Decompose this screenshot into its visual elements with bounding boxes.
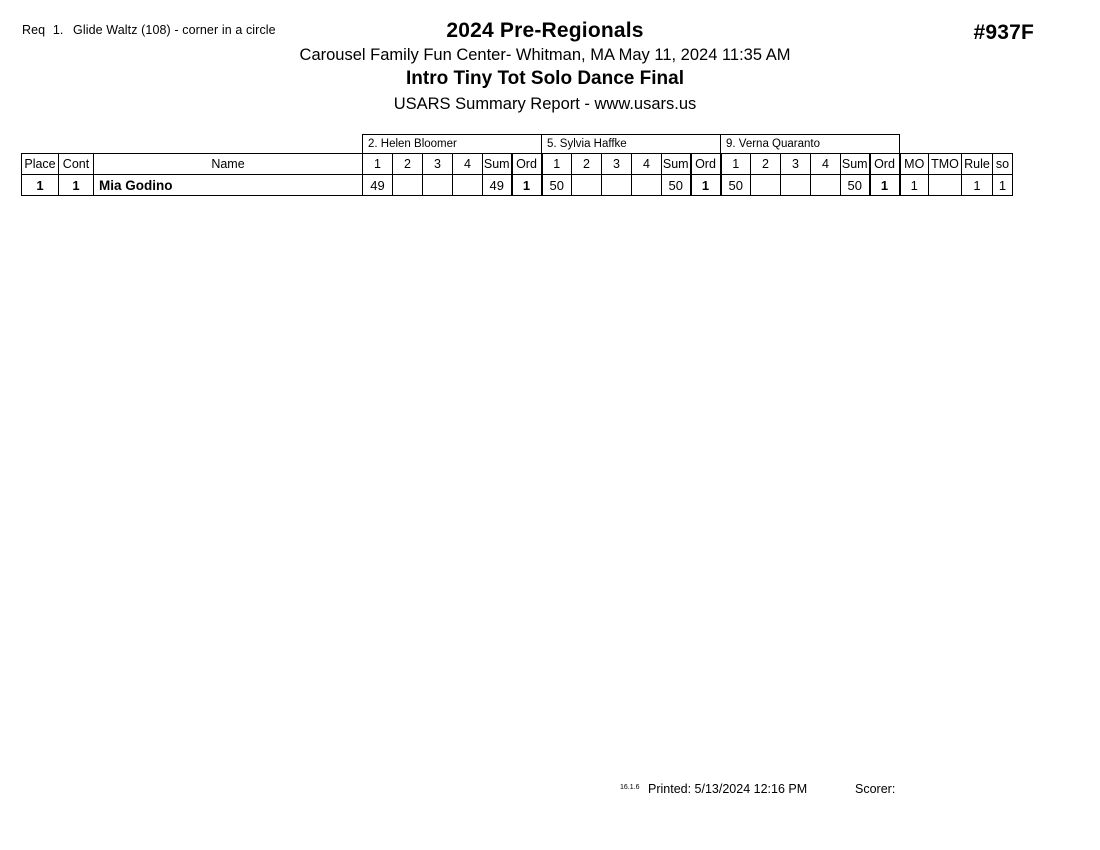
column-header-j2-s2: 2 (572, 154, 602, 175)
column-header-j1-s4: 4 (453, 154, 483, 175)
cell-j3-s3 (781, 175, 811, 196)
cell-j2-s2 (572, 175, 602, 196)
judge-spacer (993, 135, 1013, 154)
cell-j3-ord: 1 (870, 175, 900, 196)
printed-timestamp: Printed: 5/13/2024 12:16 PM (648, 782, 808, 796)
requirement-text: Glide Waltz (108) - corner in a circle (73, 23, 276, 37)
column-header-row (22, 154, 1013, 175)
requirement-label: Req (22, 23, 46, 37)
cell-j1-ord: 1 (512, 175, 542, 196)
judge-spacer (94, 135, 363, 154)
results-sheet (21, 134, 1013, 196)
cell-j3-s4 (811, 175, 841, 196)
column-header-j2-sum: Sum (662, 154, 691, 175)
column-header-cont: Cont (59, 154, 94, 175)
judge-spacer (22, 135, 59, 154)
cell-j2-s3 (602, 175, 632, 196)
column-header-j1-sum: Sum (483, 154, 512, 175)
cell-j2-sum: 50 (662, 175, 691, 196)
column-header-mo: MO (900, 154, 929, 175)
judge-spacer (59, 135, 94, 154)
cell-rule: 1 (962, 175, 993, 196)
judge-name-3: 9. Verna Quaranto (721, 135, 900, 154)
table-row (22, 175, 1013, 196)
results-table (21, 134, 1013, 196)
column-header-j3-s3: 3 (781, 154, 811, 175)
column-header-j1-s1: 1 (363, 154, 393, 175)
cell-j2-ord: 1 (691, 175, 721, 196)
column-header-j1-ord: Ord (512, 154, 542, 175)
column-header-j3-s4: 4 (811, 154, 841, 175)
cell-tmo (929, 175, 962, 196)
column-header-j2-s3: 3 (602, 154, 632, 175)
judge-spacer (900, 135, 929, 154)
cell-j1-sum: 49 (483, 175, 512, 196)
version-text: 16.1.6 (620, 784, 640, 791)
column-header-j3-sum: Sum (841, 154, 870, 175)
cell-j2-s1: 50 (542, 175, 572, 196)
judge-spacer (929, 135, 962, 154)
cell-j3-sum: 50 (841, 175, 870, 196)
column-header-j1-s3: 3 (423, 154, 453, 175)
column-header-so: so (993, 154, 1013, 175)
cell-so: 1 (993, 175, 1013, 196)
column-header-j2-ord: Ord (691, 154, 721, 175)
cell-cont: 1 (59, 175, 94, 196)
cell-mo: 1 (900, 175, 929, 196)
scorer-label: Scorer: (855, 782, 896, 796)
event-title: Intro Tiny Tot Solo Dance Final (406, 68, 684, 90)
cell-j1-s3 (423, 175, 453, 196)
cell-j1-s4 (453, 175, 483, 196)
column-header-j2-s4: 4 (632, 154, 662, 175)
column-header-j3-s1: 1 (721, 154, 751, 175)
column-header-rule: Rule (962, 154, 993, 175)
judge-header-row (22, 135, 1013, 154)
column-header-j1-s2: 2 (393, 154, 423, 175)
cell-name: Mia Godino (94, 175, 363, 196)
cell-place: 1 (22, 175, 59, 196)
page-title: 2024 Pre-Regionals (446, 19, 644, 42)
report-subtitle: USARS Summary Report - www.usars.us (393, 95, 697, 113)
cell-j2-s4 (632, 175, 662, 196)
cell-j3-s1: 50 (721, 175, 751, 196)
column-header-j3-s2: 2 (751, 154, 781, 175)
column-header-name: Name (94, 154, 363, 175)
event-code: #937F (973, 21, 1034, 44)
column-header-place: Place (22, 154, 59, 175)
requirement-number: 1. (52, 23, 64, 37)
judge-name-2: 5. Sylvia Haffke (542, 135, 721, 154)
cell-j3-s2 (751, 175, 781, 196)
column-header-tmo: TMO (929, 154, 962, 175)
title-block (0, 20, 1100, 115)
cell-j1-s1: 49 (363, 175, 393, 196)
cell-j1-s2 (393, 175, 423, 196)
judge-name-1: 2. Helen Bloomer (363, 135, 542, 154)
venue-line: Carousel Family Fun Center- Whitman, MA May 11, 2024 11:35 AM (299, 46, 791, 65)
column-header-j3-ord: Ord (870, 154, 900, 175)
column-header-j2-s1: 1 (542, 154, 572, 175)
judge-spacer (962, 135, 993, 154)
